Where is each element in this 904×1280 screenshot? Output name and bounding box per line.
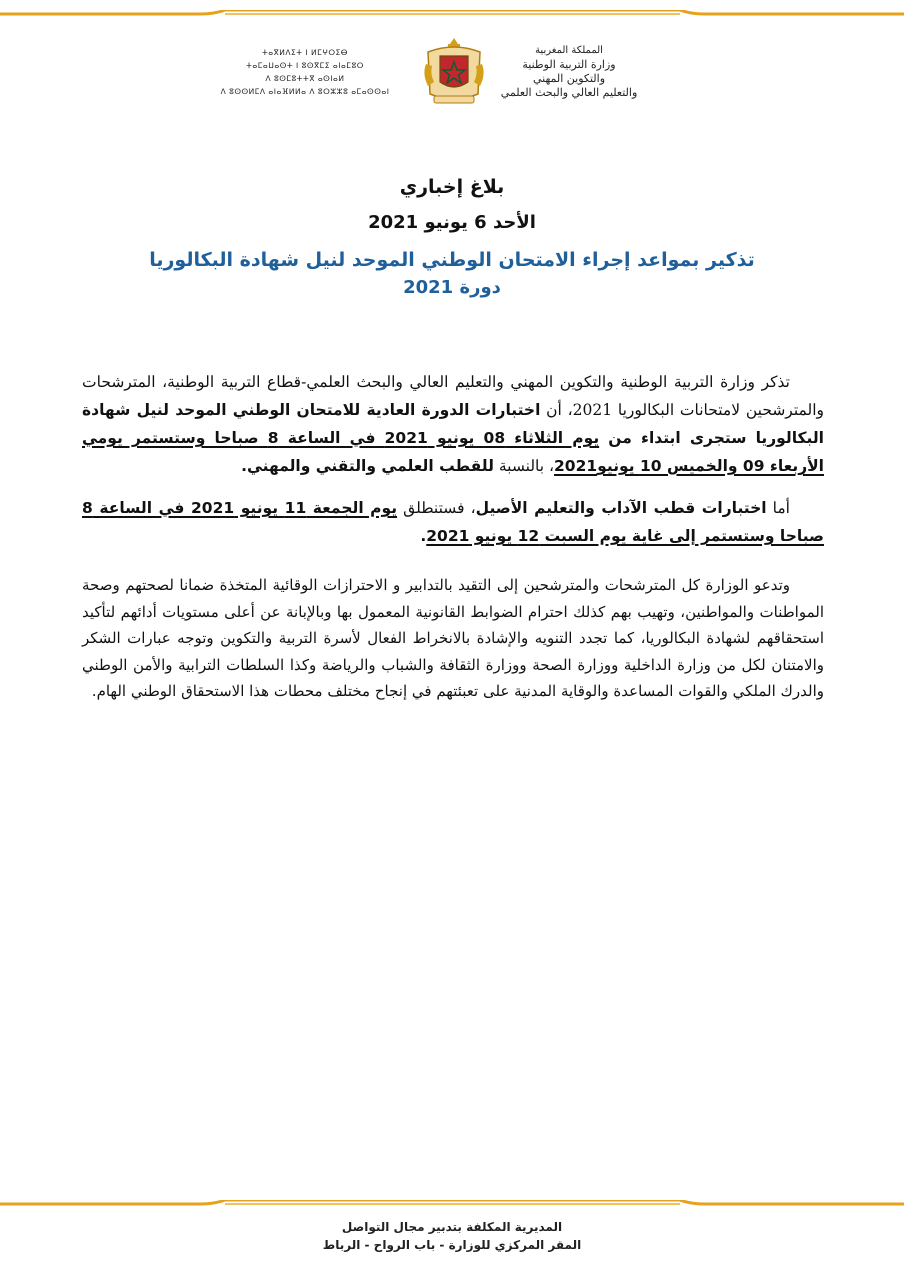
bold-text: اختبارات قطب الآداب والتعليم الأصيل — [475, 499, 767, 517]
paragraph-regular-session — [82, 368, 824, 480]
bold-text: اختبارات الدورة العادية للامتحان الوطني الموحد لنيل شهادة البكالوريا ستجرى ابتداء من — [82, 401, 824, 447]
paragraph-literature-track — [82, 494, 824, 550]
notice-subject: تذكير بمواعد إجراء الامتحان الوطني الموحد لنيل شهادة البكالوريا — [149, 249, 755, 271]
arabic-ministry-name — [484, 44, 654, 100]
tifinagh-line: ⵜⴰⵎⴰⵡⴰⵙⵜ ⵏ ⵓⵙⴳⵎⵉ ⴰⵏⴰⵎⵓⵔ — [246, 61, 364, 70]
exam-session: دورة 2021 — [403, 277, 501, 298]
footer-address: المقر المركزي للوزارة - باب الرواح - الرباط — [322, 1238, 582, 1252]
tifinagh-line: ⴷ ⵓⵙⵎⵓⵜⵜⴳ ⴰⵙⵏⴰⵍ — [265, 74, 345, 83]
arabic-header-line: وزارة التربية الوطنية — [522, 58, 616, 71]
footer-department: المديرية المكلفة بتدبير مجال التواصل — [341, 1220, 563, 1234]
paragraph-text: ، بالنسبة — [493, 457, 555, 475]
notice-title: بلاغ إخباري — [399, 176, 505, 198]
tifinagh-ministry-name — [215, 46, 395, 98]
top-decorative-rule — [0, 10, 904, 18]
bottom-decorative-rule — [0, 1200, 904, 1208]
paragraph-text: تذكر وزارة التربية الوطنية والتكوين المهني والتعليم العالي والبحث العلمي-قطاع التربية الوطنية، المترشحات والمترشحين لامتحانات البكالوريا 2021، أن — [82, 373, 825, 419]
underlined-date-range: يوم الجمعة 11 يونيو 2021 في الساعة 8 صباحا وستستمر إلى غاية يوم السبت 12 يونيو 2021 — [82, 499, 824, 545]
arabic-header-line: المملكة المغربية — [535, 45, 603, 56]
paragraph-text: أما — [766, 499, 790, 517]
document-titles — [0, 170, 904, 298]
tifinagh-line: ⵜⴰⴳⵍⴷⵉⵜ ⵏ ⵍⵎⵖⵔⵉⴱ — [262, 48, 348, 57]
paragraph-text: . — [420, 527, 427, 545]
underlined-date-range: يوم الثلاثاء 08 يونيو 2021 في الساعة 8 صباحا وستستمر يومي الأربعاء 09 والخميس 10 يونيو2021 — [82, 429, 824, 475]
tifinagh-line: ⴷ ⵓⵙⵙⵍⵎⴷ ⴰⵏⴰⴼⵍⵍⴰ ⴷ ⵓⵔⵣⵣⵓ ⴰⵎⴰⵙⵙⴰⵏ — [220, 87, 390, 96]
bold-text: للقطب العلمي والتقني والمهني. — [241, 457, 494, 475]
letterhead — [0, 34, 904, 114]
arabic-header-line: والتعليم العالي والبحث العلمي — [500, 86, 638, 99]
footer — [0, 1218, 904, 1254]
paragraph-health-measures: وتدعو الوزارة كل المترشحات والمترشحين إلى التقيد بالتدابير و الاحترازات الوقائية المتخذة ضمانا لصحتهم وصحة المواطنات والمواطنين، وتهيب بهم كذلك احترام الضوابط القانونية المعمول بها وبالإبانة عن أعلى مستويات أدائهم لتأكيد استحقاقهم لشهادة البكالوريا، كما تجدد التنويه والإشادة بالانخراط الفعال لأسرة التربية والتكوين وتوجه عبارات الشكر والامتنان لكل من وزارة الداخلية ووزارة الصحة ووزارة الثقافة والشباب والرياضة وكذا السلطات الترابية والأمن الوطني والدرك الملكي والقوات المساعدة والوقاية المدنية على تعبئتهم في إنجاح مختلف محطات هذا الاستحقاق الوطني الهام. — [82, 576, 824, 700]
notice-body — [82, 368, 824, 717]
coat-of-arms-icon — [420, 34, 488, 108]
notice-date: الأحد 6 يونيو 2021 — [368, 212, 536, 233]
paragraph-text: ، فستنطلق — [397, 499, 476, 517]
arabic-header-line: والتكوين المهني — [532, 72, 606, 85]
